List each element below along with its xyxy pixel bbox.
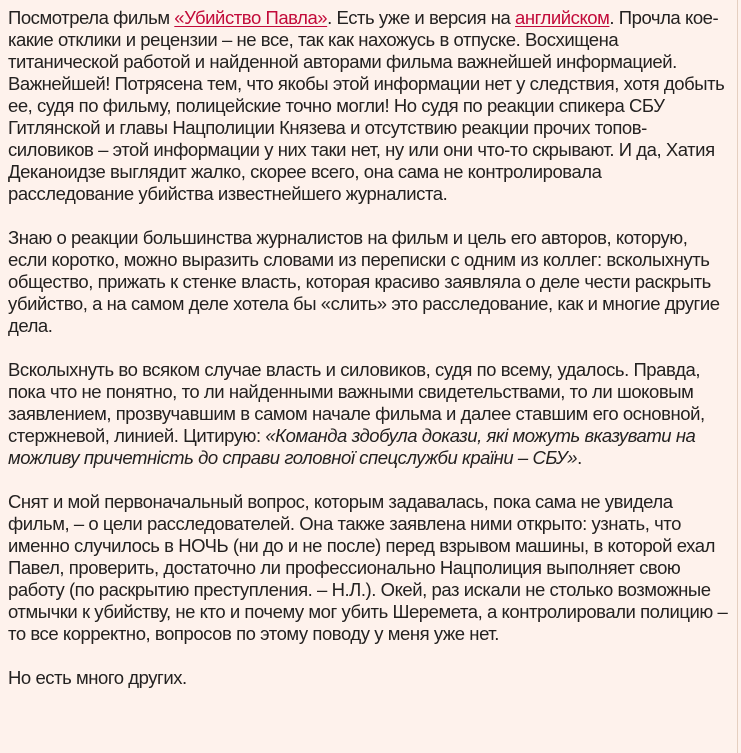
text-segment: Но есть много других. <box>8 667 187 688</box>
text-segment: . Прочла кое-какие отклики и рецензии – не все, так как нахожусь в отпуске. Восхищена титанической работой и найденной авторами фильма важнейшей информацией. Важнейшей! Потрясена тем, что якобы этой информации нет у следствия, хотя добыть ее, судя по фильму, полицейские точно могли! Но судя по реакции спикера СБУ Гитлянской и главы Нацполиции Князева и отсутствию реакции прочих топов-силовиков – этой информации у них таки нет, ну или они что-то скрывают. И да, Хатия Деканоидзе выглядит жалко, скорее всего, она сама не контролировала расследование убийства известнейшего журналиста. <box>8 7 725 204</box>
paragraph <box>8 7 729 205</box>
paragraph <box>8 491 729 645</box>
text-segment: Знаю о реакции большинства журналистов на фильм и цель его авторов, которую, если коротко, можно выразить словами из переписки с одним из коллег: всколыхнуть общество, прижать к стенке власть, которая красиво заявляла о деле чести раскрыть убийство, а на самом деле хотела бы «слить» это расследование, как и многие другие дела. <box>8 227 720 336</box>
text-segment: Посмотрела фильм <box>8 7 175 28</box>
paragraph <box>8 359 729 469</box>
paragraph <box>8 227 729 337</box>
text-segment: Всколыхнуть во всяком случае власть и силовиков, судя по всему, удалось. Правда, пока что не понятно, то ли найденными важными свидетельствами, то ли шоковым заявлением, прозвучавшим в самом начале фильма и далее ставшим его основной, стержневой, линией. Цитирую: <box>8 359 705 446</box>
english-version-link[interactable]: английском <box>515 7 610 28</box>
text-segment: . Есть уже и версия на <box>327 7 516 28</box>
film-title-link[interactable]: «Убийство Павла» <box>174 7 328 28</box>
text-segment: . <box>577 447 582 468</box>
quoted-text: «Команда здобула докази, які можуть вказувати на можливу причетність до справи головної спецслужби країни – СБУ» <box>8 425 696 468</box>
paragraph <box>8 667 729 689</box>
text-segment: Снят и мой первоначальный вопрос, которым задавалась, пока сама не увидела фильм, – о цели расследователей. Она также заявлена ними открыто: узнать, что именно случилось в НОЧЬ (ни до и не после) перед взрывом машины, в которой ехал Павел, проверить, достаточно ли профессионально Нацполиция выполняет свою работу (по раскрытию преступления. – Н.Л.). Окей, раз искали не столько возможные отмычки к убийству, не кто и почему мог убить Шеремета, а контролировали полицию – то все корректно, вопросов по этому поводу у меня уже нет. <box>8 491 728 644</box>
right-edge-divider <box>737 0 738 753</box>
